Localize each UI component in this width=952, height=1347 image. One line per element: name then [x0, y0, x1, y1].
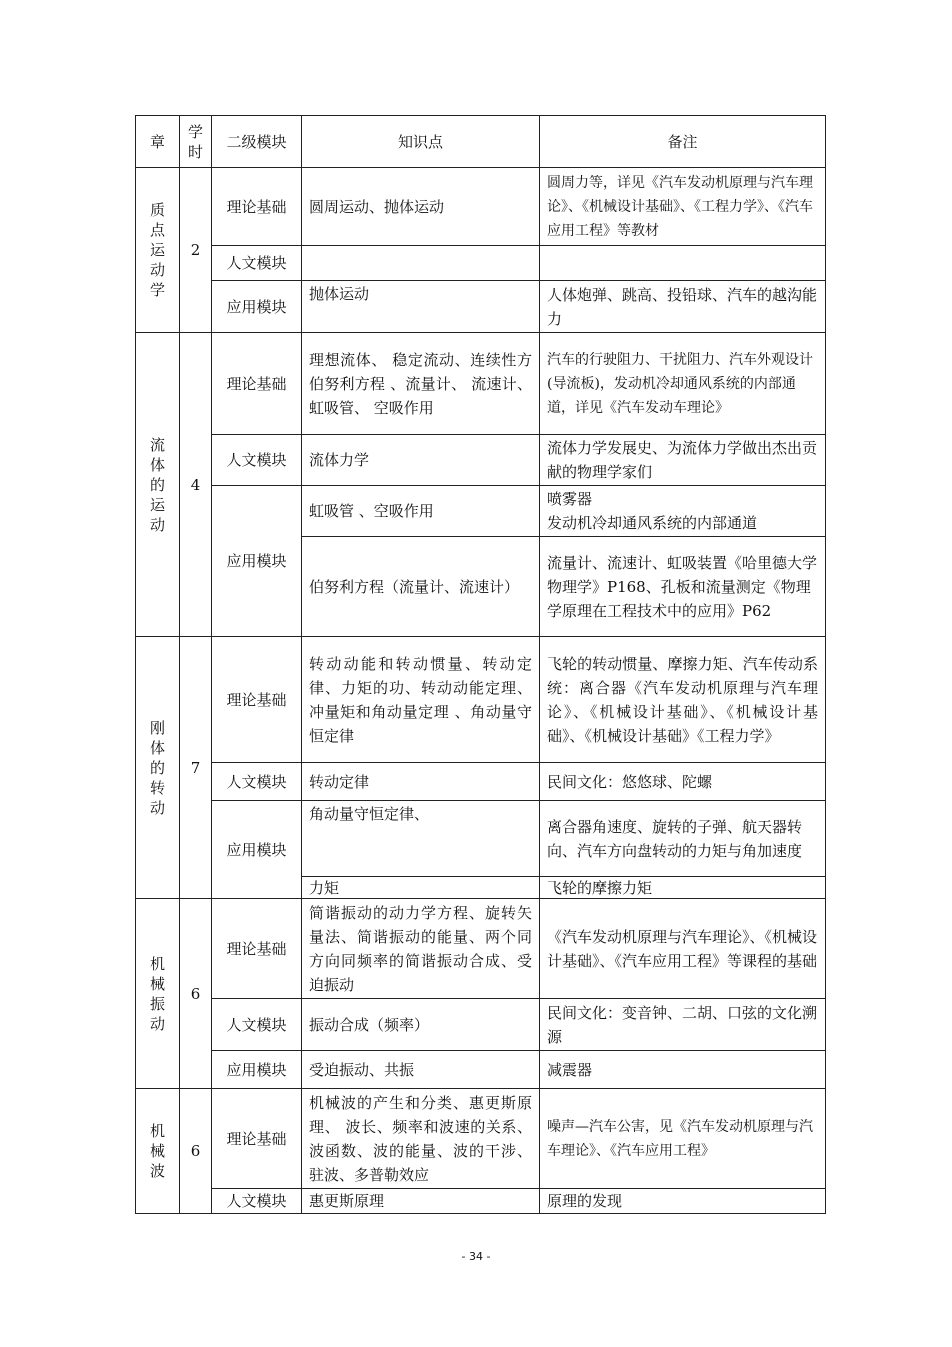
table-row: [136, 763, 826, 801]
module-cell: 理论基础: [212, 899, 302, 999]
chapter-title-text: 流体的运动: [150, 435, 166, 534]
header-hours-text: 学时: [188, 122, 204, 161]
table-row: [136, 899, 826, 999]
module-cell: 理论基础: [212, 637, 302, 763]
page-number: - 34 -: [461, 1250, 491, 1263]
table-row: [136, 435, 826, 486]
knowledge-cell: 力矩: [302, 877, 540, 899]
notes-cell: 噪声—汽车公害，见《汽车发动机原理与汽车理论》、《汽车应用工程》: [540, 1089, 826, 1189]
knowledge-cell: 惠更斯原理: [302, 1189, 540, 1214]
chapter-title: [136, 899, 180, 1089]
notes-cell: 民间文化：变音钟、二胡、口弦的文化溯源: [540, 999, 826, 1051]
table-row: [136, 333, 826, 435]
chapter-title: [136, 1089, 180, 1214]
chapter-hours: 7: [180, 637, 212, 899]
notes-cell: 人体炮弹、跳高、投铅球、汽车的越沟能力: [540, 281, 826, 333]
notes-cell: 汽车的行驶阻力、干扰阻力、汽车外观设计(导流板)，发动机冷却通风系统的内部通道，详见《汽车发动车理论》: [540, 333, 826, 435]
notes-cell: 《汽车发动机原理与汽车理论》、《机械设计基础》、《汽车应用工程》等课程的基础: [540, 899, 826, 999]
notes-cell: [540, 486, 826, 537]
module-cell: 人文模块: [212, 435, 302, 486]
module-cell: 人文模块: [212, 763, 302, 801]
knowledge-cell: 角动量守恒定律、: [302, 801, 540, 877]
notes-line: 发动机冷却通风系统的内部通道: [547, 514, 758, 532]
knowledge-cell: 转动定律: [302, 763, 540, 801]
knowledge-cell: 流体力学: [302, 435, 540, 486]
table-row: [136, 1051, 826, 1089]
chapter-hours: 4: [180, 333, 212, 637]
knowledge-cell: 振动合成（频率）: [302, 999, 540, 1051]
knowledge-cell: 简谐振动的动力学方程、旋转矢量法、简谐振动的能量、两个同方向同频率的简谐振动合成、受迫振动: [302, 899, 540, 999]
knowledge-cell: 圆周运动、抛体运动: [302, 168, 540, 246]
knowledge-cell: 抛体运动: [302, 281, 540, 333]
chapter-title-text: 质点运动学: [150, 201, 166, 299]
notes-cell: 减震器: [540, 1051, 826, 1089]
table-row: [136, 801, 826, 877]
knowledge-cell: 理想流体、 稳定流动、连续性方伯努利方程 、流量计、 流速计、 虹吸管、 空吸作用: [302, 333, 540, 435]
chapter-title: [136, 333, 180, 637]
module-cell: 应用模块: [212, 1051, 302, 1089]
header-module: 二级模块: [212, 116, 302, 168]
notes-cell: 流量计、流速计、虹吸装置《哈里德大学物理学》P168、孔板和流量测定《物理学原理在工程技术中的应用》P62: [540, 537, 826, 637]
notes-cell: 飞轮的转动惯量、摩擦力矩、汽车传动系统：离合器《汽车发动机原理与汽车理论》、《机械设计基础》、《机械设计基础》、《机械设计基础》《工程力学》: [540, 637, 826, 763]
table-row: [136, 281, 826, 333]
chapter-title-text: 刚体的转动: [150, 718, 166, 817]
chapter-title-text: 机械振动: [150, 954, 166, 1033]
module-cell: 应用模块: [212, 281, 302, 333]
notes-cell: 民间文化：悠悠球、陀螺: [540, 763, 826, 801]
table-row: [136, 999, 826, 1051]
table-row: [136, 486, 826, 537]
header-notes: 备注: [540, 116, 826, 168]
knowledge-cell: 虹吸管 、空吸作用: [302, 486, 540, 537]
module-cell: 理论基础: [212, 333, 302, 435]
table-row: [136, 1089, 826, 1189]
knowledge-cell: [302, 246, 540, 281]
header-knowledge: 知识点: [302, 116, 540, 168]
chapter-title: [136, 637, 180, 899]
chapter-hours: 6: [180, 899, 212, 1089]
notes-cell: 原理的发现: [540, 1189, 826, 1214]
table-row: [136, 637, 826, 763]
header-hours: [180, 116, 212, 168]
header-row: [136, 116, 826, 168]
knowledge-cell: 伯努利方程（流量计、流速计）: [302, 537, 540, 637]
module-cell: 人文模块: [212, 246, 302, 281]
curriculum-table: [135, 115, 826, 1214]
notes-cell: 飞轮的摩擦力矩: [540, 877, 826, 899]
table-row: [136, 1189, 826, 1214]
module-cell: 应用模块: [212, 486, 302, 637]
notes-cell: [540, 246, 826, 281]
notes-cell: 流体力学发展史、为流体力学做出杰出贡献的物理学家们: [540, 435, 826, 486]
module-cell: 人文模块: [212, 999, 302, 1051]
notes-line: 喷雾器: [547, 490, 593, 508]
module-cell: 理论基础: [212, 1089, 302, 1189]
notes-cell: 离合器角速度、旋转的子弹、航天器转向、汽车方向盘转动的力矩与角加速度: [540, 801, 826, 877]
table-row: [136, 168, 826, 246]
module-cell: 应用模块: [212, 801, 302, 899]
chapter-title-text: 机械波: [150, 1122, 166, 1180]
table-row: [136, 246, 826, 281]
knowledge-cell: 机械波的产生和分类、惠更斯原理、 波长、频率和波速的关系、波函数、波的能量、波的干涉、 驻波、多普勒效应: [302, 1089, 540, 1189]
chapter-hours: 6: [180, 1089, 212, 1214]
knowledge-cell: 转动动能和转动惯量、转动定律、力矩的功、转动动能定理、冲量矩和角动量定理 、角动量守恒定律: [302, 637, 540, 763]
header-chapter: 章: [136, 116, 180, 168]
notes-cell: 圆周力等，详见《汽车发动机原理与汽车理论》、《机械设计基础》、《工程力学》、《汽车应用工程》等教材: [540, 168, 826, 246]
module-cell: 理论基础: [212, 168, 302, 246]
knowledge-cell: 受迫振动、共振: [302, 1051, 540, 1089]
module-cell: 人文模块: [212, 1189, 302, 1214]
chapter-hours: 2: [180, 168, 212, 333]
chapter-title: [136, 168, 180, 333]
